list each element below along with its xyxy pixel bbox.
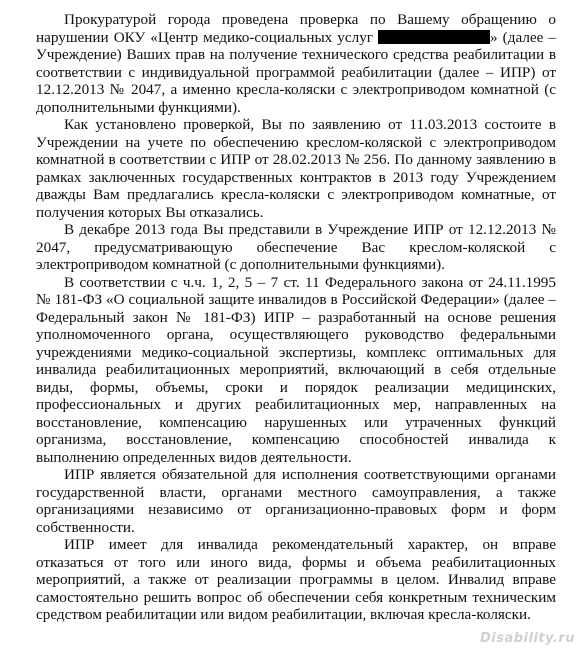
line-text: мероприятий, а также от реализации программы в целом. Инвалид вправе: [36, 571, 556, 588]
text-line: [36, 186, 556, 203]
line-text: собственности.: [36, 518, 135, 536]
line-text: Как установлено проверкой, Вы по заявлению от 11.03.2013 состоите в: [64, 116, 556, 133]
line-text: получения которых Вы отказались.: [36, 203, 264, 221]
line-text: дополнительными функциями).: [36, 98, 241, 116]
text-line: [36, 274, 556, 291]
text-line: [36, 519, 556, 536]
line-text-tail: » (далее –: [490, 28, 556, 46]
text-line: [36, 116, 556, 133]
text-line: [36, 536, 556, 553]
line-text: восстановление, компенсацию нарушенных или утраченных функций: [36, 413, 556, 431]
text-line: [36, 379, 556, 396]
text-line: [36, 361, 556, 378]
line-text: нарушении ОКУ «Центр медико-социальных услуг: [36, 28, 374, 46]
text-line: [36, 309, 556, 326]
text-line: [36, 151, 556, 168]
line-text: Учреждении на учете по обеспечению креслом-коляской с электроприводом: [36, 133, 556, 151]
text-line: [36, 554, 556, 571]
text-line: [36, 256, 556, 273]
text-line: [36, 239, 556, 256]
text-line: [36, 169, 556, 186]
line-text: электроприводом комнатной (с дополнительными функциями).: [36, 256, 445, 273]
line-text: ИПР имеет для инвалида рекомендательный характер, он вправе: [64, 536, 556, 553]
line-text: В декабре 2013 года Вы представили в Учреждение ИПР от 12.12.2013 №: [64, 221, 556, 238]
text-line: [36, 484, 556, 501]
line-text: организациями независимо от организационно-правовых форм и форм: [36, 501, 556, 518]
text-line: [36, 11, 556, 28]
text-line: [36, 571, 556, 588]
text-line: [36, 466, 556, 483]
text-line: [36, 344, 556, 361]
text-line: [36, 46, 556, 63]
line-text: Прокуратурой города проведена проверка по Вашему обращению о: [64, 11, 556, 28]
line-text: средством реабилитации или видом реабилитации, включая кресла-коляски.: [36, 606, 531, 623]
text-line: [36, 589, 556, 606]
redaction-box: [378, 30, 490, 44]
text-line: [36, 221, 556, 238]
line-text: уполномоченного органа, осуществляющего руководство федеральными: [36, 326, 556, 343]
line-text: В соответствии с ч.ч. 1, 2, 5 – 7 ст. 11 Федерального закона от 24.11.1995: [64, 273, 556, 291]
line-text: организма, восстановление, компенсацию способностей инвалида к: [36, 431, 556, 448]
line-text: инвалида реабилитационных мероприятий, включающий в себя отдельные: [36, 361, 556, 378]
line-text: 12.12.2013 № 2047, а именно кресла-коляски с электроприводом комнатной (с: [36, 81, 556, 98]
line-text: профессиональных и других реабилитационных мер, направленных на: [36, 396, 556, 413]
line-text: Учреждение) Ваших прав на получение технического средства реабилитации в: [36, 46, 556, 63]
line-text: выполнению определенных видов деятельности.: [36, 448, 352, 466]
line-text: № 181-ФЗ «О социальной защите инвалидов в Российской Федерации» (далее –: [36, 291, 556, 308]
text-line: [36, 606, 556, 623]
text-line: [36, 396, 556, 413]
text-line: [36, 99, 556, 116]
text-line: [36, 64, 556, 81]
line-text: 2047, предусматривающую обеспечение Вас креслом-коляской с: [36, 238, 556, 256]
line-text: самостоятельно решить вопрос об обеспечении себя конкретным техническим: [36, 588, 556, 606]
text-line: [36, 81, 556, 98]
line-text: дважды Вам предлагались кресла-коляски с электроприводом комнатные, от: [36, 186, 556, 203]
text-line: [36, 291, 556, 308]
text-line: [36, 134, 556, 151]
line-text: рамках заключенных государственных контрактов в 2013 году Учреждением: [36, 168, 556, 186]
text-line: [36, 326, 556, 343]
text-line: [36, 29, 556, 46]
line-text: учреждениями медико-социальной экспертизы, комплекс оптимальных для: [36, 343, 556, 361]
text-line: [36, 501, 556, 518]
line-text: комнатной в соответствии с ИПР от 28.02.2013 № 256. По данному заявлению в: [36, 151, 556, 168]
line-text: соответствии с индивидуальной программой реабилитации (далее – ИПР) от: [36, 63, 556, 81]
text-line: [36, 204, 556, 221]
text-line: [36, 449, 556, 466]
text-line: [36, 431, 556, 448]
line-text: отказаться от того или иного вида, формы и объема реабилитационных: [36, 553, 556, 571]
line-text: государственной власти, органами местного самоуправления, а также: [36, 483, 556, 501]
watermark: Disability.ru: [479, 631, 575, 646]
line-text: виды, формы, объемы, сроки и порядок реализации медицинских,: [36, 378, 556, 396]
text-line: [36, 414, 556, 431]
line-text: ИПР является обязательной для исполнения соответствующими органами: [64, 466, 556, 483]
line-text: Федеральный закон № 181-ФЗ) ИПР – разработанный на основе решения: [36, 308, 556, 326]
